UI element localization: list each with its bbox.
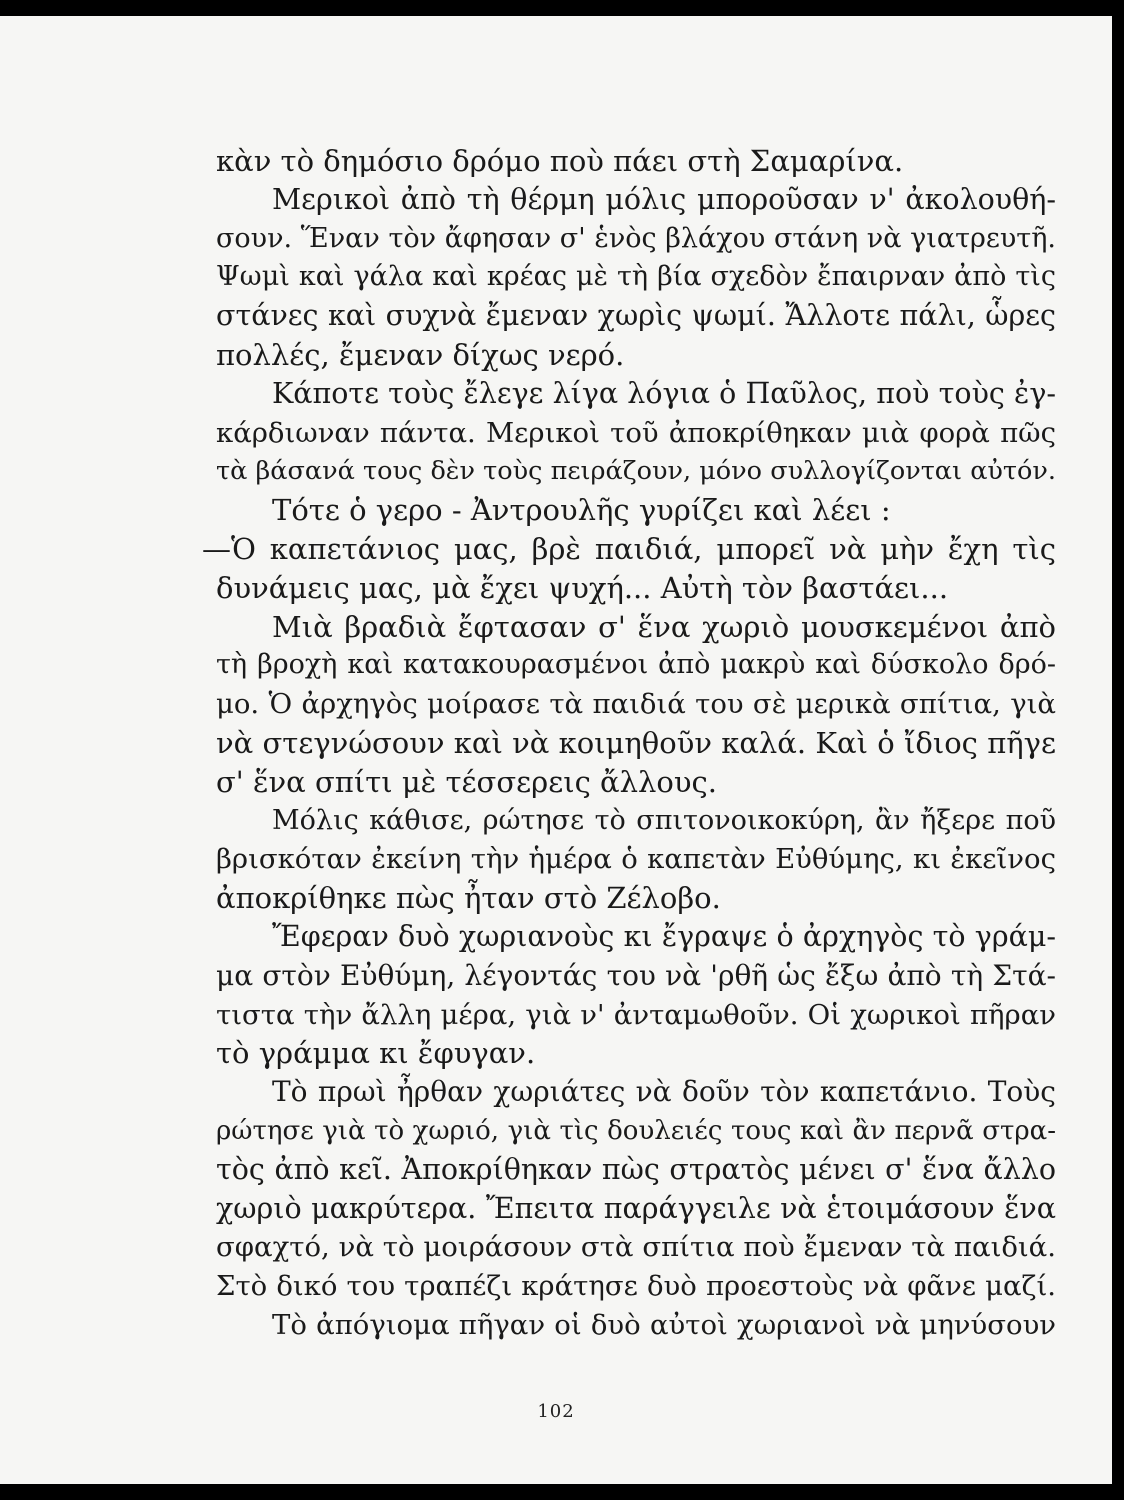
body-text <box>202 142 1056 1345</box>
text-line: Μόλις κάθισε, ρώτησε τὸ σπιτονοικοκύρη, ἂν ἤξερε ποῦ <box>272 804 1056 836</box>
text-line: κάρδιωναν πάντα. Μερικοὶ τοῦ ἀποκρίθηκαν μιὰ φορὰ πῶς <box>216 416 1056 449</box>
text-line: σφαχτό, νὰ τὸ μοιράσουν στὰ σπίτια ποὺ ἔμεναν τὰ παιδιά. <box>216 1231 1056 1264</box>
text-line: σουν. Ἕναν τὸν ἄφησαν σ' ἑνὸς βλάχου στάνη νὰ γιατρευτῆ. <box>216 222 1056 254</box>
dialogue-line: —Ὁ καπετάνιος μας, βρὲ παιδιά, μπορεῖ νὰ μὴν ἔχη τὶς <box>202 531 1056 566</box>
text-line: Ἔφεραν δυὸ χωριανοὺς κι ἔγραψε ὁ ἀρχηγὸς τὸ γράμ- <box>272 919 1056 953</box>
text-line: κὰν τὸ δημόσιο δρόμο ποὺ πάει στὴ Σαμαρίνα. <box>216 144 904 178</box>
text-line: μο. Ὁ ἀρχηγὸς μοίρασε τὰ παιδιά του σὲ μερικὰ σπίτια, γιὰ <box>216 688 1056 721</box>
text-line: τὸς ἀπὸ κεῖ. Ἀποκρίθηκαν πὼς στρατὸς μένει σ' ἕνα ἄλλο <box>216 1152 1056 1186</box>
text-line: τὴ βροχὴ καὶ κατακουρασμένοι ἀπὸ μακρὺ καὶ δύσκολο δρό- <box>216 649 1056 681</box>
text-line: Τὸ πρωὶ ἦρθαν χωριάτες νὰ δοῦν τὸν καπετάνιο. Τοὺς <box>272 1075 1056 1109</box>
text-line: δυνάμεις μας, μὰ ἔχει ψυχή... Αὐτὴ τὸν βαστάει... <box>216 570 949 605</box>
text-line: μα στὸν Εὐθύμη, λέγοντάς του νὰ 'ρθῆ ὡς ἔξω ἀπὸ τὴ Στά- <box>216 958 1056 992</box>
text-line: ρώτησε γιὰ τὸ χωριό, γιὰ τὶς δουλειές τους καὶ ἂν περνᾶ στρα- <box>216 1115 1056 1146</box>
text-line: Τότε ὁ γερο - Ἀντρουλῆς γυρίζει καὶ λέει : <box>272 493 891 528</box>
page-number: 102 <box>537 1401 575 1422</box>
text-line: Στὸ δικό του τραπέζι κράτησε δυὸ προεστοὺς νὰ φᾶνε μαζί. <box>216 1270 1056 1303</box>
text-line: σ' ἕνα σπίτι μὲ τέσσερεις ἄλλους. <box>216 764 717 799</box>
text-line: πολλές, ἔμεναν δίχως νερό. <box>216 337 625 372</box>
text-line: τιστα τὴν ἄλλη μέρα, γιὰ ν' ἀνταμωθοῦν. Οἱ χωρικοὶ πῆραν <box>216 998 1056 1031</box>
text-line: Μιὰ βραδιὰ ἔφτασαν σ' ἕνα χωριὸ μουσκεμένοι ἀπὸ <box>272 609 1056 644</box>
text-line: τὰ βάσανά τους δὲν τοὺς πειράζουν, μόνο συλλογίζονται αὐτόν. <box>216 456 1056 487</box>
text-line: Τὸ ἀπόγιομα πῆγαν οἱ δυὸ αὐτοὶ χωριανοὶ νὰ μηνύσουν <box>272 1308 1056 1341</box>
book-page <box>0 16 1112 1484</box>
text-line: χωριὸ μακρύτερα. Ἔπειτα παράγγειλε νὰ ἑτοιμάσουν ἕνα <box>216 1191 1056 1225</box>
text-line: στάνες καὶ συχνὰ ἔμεναν χωρὶς ψωμί. Ἄλλοτε πάλι, ὧρες <box>216 299 1056 333</box>
text-line: ἀποκρίθηκε πὼς ἦταν στὸ Ζέλοβο. <box>216 881 721 916</box>
text-line: νὰ στεγνώσουν καὶ νὰ κοιμηθοῦν καλά. Καὶ ὁ ἴδιος πῆγε <box>216 725 1056 760</box>
text-line: Ψωμὶ καὶ γάλα καὶ κρέας μὲ τὴ βία σχεδὸν ἔπαιρναν ἀπὸ τὶς <box>216 261 1056 293</box>
text-line: Μερικοὶ ἀπὸ τὴ θέρμη μόλις μποροῦσαν ν' ἀκολουθή- <box>272 182 1056 216</box>
text-line: βρισκόταν ἐκείνη τὴν ἡμέρα ὁ καπετὰν Εὐθύμης, κι ἐκεῖνος <box>216 843 1056 876</box>
text-line: τὸ γράμμα κι ἔφυγαν. <box>216 1036 536 1071</box>
text-line: Κάποτε τοὺς ἔλεγε λίγα λόγια ὁ Παῦλος, ποὺ τοὺς ἐγ- <box>272 376 1056 410</box>
